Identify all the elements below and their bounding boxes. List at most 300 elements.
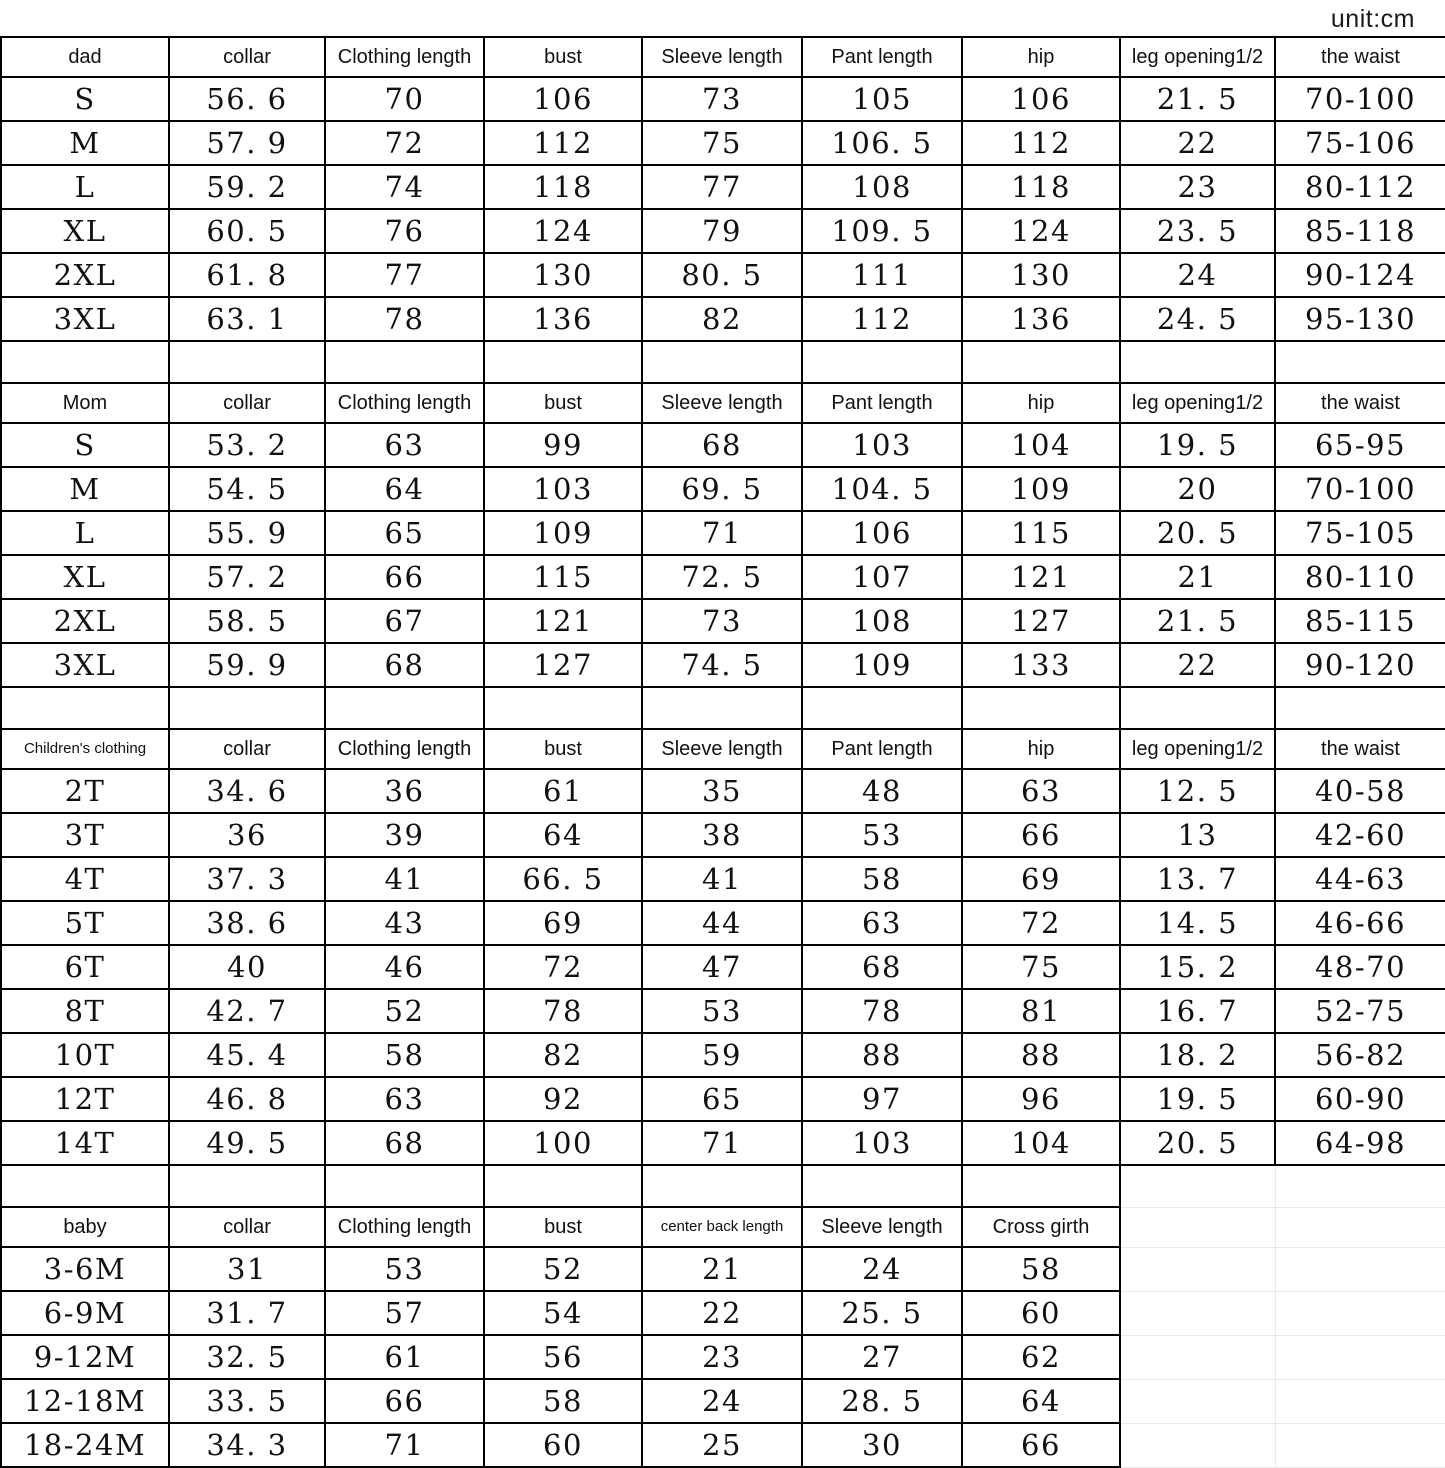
empty-cell — [1275, 1335, 1445, 1379]
size-label: XL — [1, 555, 169, 599]
cell-sleeve-length: 53 — [642, 989, 802, 1033]
cell-clothing-length: 63 — [325, 1077, 484, 1121]
cell-hip: 96 — [962, 1077, 1120, 1121]
cell-bust: 121 — [484, 599, 642, 643]
size-label: 14T — [1, 1121, 169, 1165]
cell-leg-opening: 23. 5 — [1120, 209, 1275, 253]
cell-collar: 61. 8 — [169, 253, 325, 297]
table-row — [1, 77, 1445, 121]
cell-waist: 85-118 — [1275, 209, 1445, 253]
size-label: 2XL — [1, 253, 169, 297]
cell-collar: 56. 6 — [169, 77, 325, 121]
cell-waist: 46-66 — [1275, 901, 1445, 945]
cell-bust: 127 — [484, 643, 642, 687]
table-row — [1, 511, 1445, 555]
cell-collar: 55. 9 — [169, 511, 325, 555]
table-row — [1, 813, 1445, 857]
cell-hip: 88 — [962, 1033, 1120, 1077]
cell-hip: 104 — [962, 423, 1120, 467]
cell-bust: 100 — [484, 1121, 642, 1165]
cell-bust: 136 — [484, 297, 642, 341]
cell-sleeve-length: 74. 5 — [642, 643, 802, 687]
table-row — [1, 1247, 1445, 1291]
table-row — [1, 423, 1445, 467]
cell-leg-opening: 20 — [1120, 467, 1275, 511]
empty-cell — [1120, 1423, 1275, 1467]
size-label: 12-18M — [1, 1379, 169, 1423]
cell-bust: 60 — [484, 1423, 642, 1467]
cell-pant-length: 107 — [802, 555, 962, 599]
cell-hip: 106 — [962, 77, 1120, 121]
spacer-cell — [642, 687, 802, 729]
column-header-leg-opening: leg opening1/2 — [1120, 383, 1275, 423]
cell-bust: 106 — [484, 77, 642, 121]
cell-sleeve-length: 80. 5 — [642, 253, 802, 297]
cell-bust: 69 — [484, 901, 642, 945]
table-row — [1, 1121, 1445, 1165]
cell-hip: 130 — [962, 253, 1120, 297]
column-header-clothing-length: Clothing length — [325, 383, 484, 423]
cell-pant-length: 106 — [802, 511, 962, 555]
cell-clothing-length: 74 — [325, 165, 484, 209]
cell-waist: 70-100 — [1275, 77, 1445, 121]
column-header-hip: hip — [962, 729, 1120, 769]
cell-collar: 46. 8 — [169, 1077, 325, 1121]
column-header-bust: bust — [484, 383, 642, 423]
cell-bust: 103 — [484, 467, 642, 511]
cell-sleeve-length: 72. 5 — [642, 555, 802, 599]
block-title-mom: Mom — [1, 383, 169, 423]
spacer-cell — [962, 687, 1120, 729]
cell-hip: 109 — [962, 467, 1120, 511]
cell-center-back-length: 22 — [642, 1291, 802, 1335]
cell-leg-opening: 21. 5 — [1120, 77, 1275, 121]
cell-collar: 53. 2 — [169, 423, 325, 467]
cell-pant-length: 108 — [802, 599, 962, 643]
cell-collar: 38. 6 — [169, 901, 325, 945]
cell-clothing-length: 66 — [325, 1379, 484, 1423]
cell-collar: 60. 5 — [169, 209, 325, 253]
cell-sleeve-length: 79 — [642, 209, 802, 253]
table-row — [1, 1291, 1445, 1335]
column-header-pant-length: Pant length — [802, 37, 962, 77]
cell-hip: 81 — [962, 989, 1120, 1033]
empty-cell — [1120, 1379, 1275, 1423]
size-label: 6-9M — [1, 1291, 169, 1335]
cell-sleeve-length: 35 — [642, 769, 802, 813]
size-label: L — [1, 165, 169, 209]
cell-waist: 90-120 — [1275, 643, 1445, 687]
size-label: 2T — [1, 769, 169, 813]
cell-waist: 75-106 — [1275, 121, 1445, 165]
cell-leg-opening: 13. 7 — [1120, 857, 1275, 901]
cell-sleeve-length: 82 — [642, 297, 802, 341]
column-header-sleeve-length: Sleeve length — [642, 729, 802, 769]
cell-bust: 64 — [484, 813, 642, 857]
cell-leg-opening: 22 — [1120, 121, 1275, 165]
column-header-collar: collar — [169, 37, 325, 77]
cell-leg-opening: 23 — [1120, 165, 1275, 209]
cell-leg-opening: 22 — [1120, 643, 1275, 687]
cell-clothing-length: 71 — [325, 1423, 484, 1467]
cell-clothing-length: 52 — [325, 989, 484, 1033]
cell-pant-length: 68 — [802, 945, 962, 989]
cell-waist: 70-100 — [1275, 467, 1445, 511]
spacer-cell — [1275, 341, 1445, 383]
column-header-center-back-length: center back length — [642, 1207, 802, 1247]
cell-waist: 56-82 — [1275, 1033, 1445, 1077]
column-header-waist: the waist — [1275, 383, 1445, 423]
cell-collar: 57. 2 — [169, 555, 325, 599]
cell-collar: 59. 9 — [169, 643, 325, 687]
spacer-cell — [962, 341, 1120, 383]
column-header-bust: bust — [484, 729, 642, 769]
cell-bust: 92 — [484, 1077, 642, 1121]
cell-pant-length: 109 — [802, 643, 962, 687]
cell-sleeve-length: 28. 5 — [802, 1379, 962, 1423]
cell-hip: 75 — [962, 945, 1120, 989]
cell-waist: 85-115 — [1275, 599, 1445, 643]
spacer-cell — [802, 687, 962, 729]
cell-leg-opening: 20. 5 — [1120, 1121, 1275, 1165]
cell-leg-opening: 19. 5 — [1120, 1077, 1275, 1121]
cell-clothing-length: 66 — [325, 555, 484, 599]
cell-bust: 56 — [484, 1335, 642, 1379]
empty-cell — [1120, 1335, 1275, 1379]
cell-clothing-length: 61 — [325, 1335, 484, 1379]
spacer-cell — [169, 687, 325, 729]
cell-pant-length: 105 — [802, 77, 962, 121]
column-header-bust: bust — [484, 37, 642, 77]
spacer-cell — [484, 341, 642, 383]
cell-hip: 127 — [962, 599, 1120, 643]
cell-leg-opening: 20. 5 — [1120, 511, 1275, 555]
size-label: 18-24M — [1, 1423, 169, 1467]
cell-waist: 90-124 — [1275, 253, 1445, 297]
size-label: S — [1, 423, 169, 467]
table-row — [1, 1423, 1445, 1467]
cell-clothing-length: 78 — [325, 297, 484, 341]
empty-cell — [1275, 1247, 1445, 1291]
cell-clothing-length: 53 — [325, 1247, 484, 1291]
cell-pant-length: 104. 5 — [802, 467, 962, 511]
column-header-clothing-length: Clothing length — [325, 729, 484, 769]
cell-bust: 58 — [484, 1379, 642, 1423]
cell-pant-length: 108 — [802, 165, 962, 209]
cell-waist: 40-58 — [1275, 769, 1445, 813]
cell-collar: 34. 6 — [169, 769, 325, 813]
column-header-collar: collar — [169, 383, 325, 423]
cell-center-back-length: 25 — [642, 1423, 802, 1467]
cell-sleeve-length: 25. 5 — [802, 1291, 962, 1335]
cell-sleeve-length: 77 — [642, 165, 802, 209]
cell-leg-opening: 18. 2 — [1120, 1033, 1275, 1077]
cell-clothing-length: 57 — [325, 1291, 484, 1335]
cell-collar: 33. 5 — [169, 1379, 325, 1423]
spacer-cell — [642, 341, 802, 383]
size-label: XL — [1, 209, 169, 253]
table-header-row-children — [1, 729, 1445, 769]
cell-bust: 115 — [484, 555, 642, 599]
column-header-hip: hip — [962, 383, 1120, 423]
cell-collar: 31. 7 — [169, 1291, 325, 1335]
cell-pant-length: 88 — [802, 1033, 962, 1077]
cell-pant-length: 53 — [802, 813, 962, 857]
size-label: 3-6M — [1, 1247, 169, 1291]
cell-pant-length: 111 — [802, 253, 962, 297]
size-label: 3T — [1, 813, 169, 857]
block-separator-row — [1, 341, 1445, 383]
cell-pant-length: 48 — [802, 769, 962, 813]
column-header-leg-opening: leg opening1/2 — [1120, 729, 1275, 769]
cell-waist: 48-70 — [1275, 945, 1445, 989]
cell-sleeve-length: 41 — [642, 857, 802, 901]
empty-cell — [1275, 1207, 1445, 1247]
cell-sleeve-length: 69. 5 — [642, 467, 802, 511]
cell-leg-opening: 15. 2 — [1120, 945, 1275, 989]
cell-pant-length: 78 — [802, 989, 962, 1033]
cell-waist: 64-98 — [1275, 1121, 1445, 1165]
cell-waist: 80-112 — [1275, 165, 1445, 209]
column-header-sleeve-length: Sleeve length — [642, 37, 802, 77]
table-header-row-mom — [1, 383, 1445, 423]
cell-sleeve-length: 38 — [642, 813, 802, 857]
cell-sleeve-length: 73 — [642, 77, 802, 121]
cell-bust: 109 — [484, 511, 642, 555]
table-row — [1, 945, 1445, 989]
spacer-cell — [962, 1165, 1120, 1207]
block-separator-row — [1, 687, 1445, 729]
cell-collar: 57. 9 — [169, 121, 325, 165]
spacer-cell — [1120, 687, 1275, 729]
column-header-hip: hip — [962, 37, 1120, 77]
cell-clothing-length: 76 — [325, 209, 484, 253]
cell-hip: 69 — [962, 857, 1120, 901]
cell-sleeve-length: 65 — [642, 1077, 802, 1121]
cell-clothing-length: 68 — [325, 643, 484, 687]
table-header-row-dad — [1, 37, 1445, 77]
cell-clothing-length: 65 — [325, 511, 484, 555]
cell-center-back-length: 21 — [642, 1247, 802, 1291]
cell-sleeve-length: 59 — [642, 1033, 802, 1077]
cell-sleeve-length: 71 — [642, 1121, 802, 1165]
column-header-pant-length: Pant length — [802, 383, 962, 423]
table-row — [1, 1335, 1445, 1379]
cell-hip: 66 — [962, 813, 1120, 857]
spacer-cell — [325, 687, 484, 729]
size-label: L — [1, 511, 169, 555]
table-row — [1, 989, 1445, 1033]
cell-cross-girth: 62 — [962, 1335, 1120, 1379]
cell-sleeve-length: 75 — [642, 121, 802, 165]
block-title-baby: baby — [1, 1207, 169, 1247]
spacer-cell — [484, 687, 642, 729]
cell-leg-opening: 13 — [1120, 813, 1275, 857]
spacer-cell — [642, 1165, 802, 1207]
cell-hip: 121 — [962, 555, 1120, 599]
block-separator-row — [1, 1165, 1445, 1207]
cell-pant-length: 109. 5 — [802, 209, 962, 253]
cell-collar: 49. 5 — [169, 1121, 325, 1165]
column-header-collar: collar — [169, 729, 325, 769]
cell-clothing-length: 43 — [325, 901, 484, 945]
size-label: 9-12M — [1, 1335, 169, 1379]
cell-bust: 130 — [484, 253, 642, 297]
column-header-clothing-length: Clothing length — [325, 37, 484, 77]
column-header-waist: the waist — [1275, 729, 1445, 769]
cell-bust: 52 — [484, 1247, 642, 1291]
spacer-cell — [325, 341, 484, 383]
cell-hip: 133 — [962, 643, 1120, 687]
spacer-cell — [802, 341, 962, 383]
cell-pant-length: 103 — [802, 1121, 962, 1165]
cell-clothing-length: 70 — [325, 77, 484, 121]
empty-cell — [1275, 1423, 1445, 1467]
cell-bust: 112 — [484, 121, 642, 165]
cell-collar: 32. 5 — [169, 1335, 325, 1379]
cell-clothing-length: 68 — [325, 1121, 484, 1165]
cell-hip: 72 — [962, 901, 1120, 945]
table-row — [1, 901, 1445, 945]
spacer-cell — [169, 1165, 325, 1207]
spacer-cell — [1275, 687, 1445, 729]
cell-collar: 59. 2 — [169, 165, 325, 209]
cell-pant-length: 112 — [802, 297, 962, 341]
cell-pant-length: 63 — [802, 901, 962, 945]
size-label: 3XL — [1, 643, 169, 687]
block-title-children: Children's clothing — [1, 729, 169, 769]
cell-collar: 45. 4 — [169, 1033, 325, 1077]
table-row — [1, 209, 1445, 253]
spacer-cell — [1120, 341, 1275, 383]
cell-leg-opening: 21 — [1120, 555, 1275, 599]
cell-pant-length: 103 — [802, 423, 962, 467]
cell-pant-length: 58 — [802, 857, 962, 901]
cell-sleeve-length: 47 — [642, 945, 802, 989]
spacer-cell — [802, 1165, 962, 1207]
cell-leg-opening: 24. 5 — [1120, 297, 1275, 341]
cell-collar: 36 — [169, 813, 325, 857]
cell-bust: 78 — [484, 989, 642, 1033]
cell-hip: 118 — [962, 165, 1120, 209]
cell-waist: 52-75 — [1275, 989, 1445, 1033]
size-chart-table — [0, 36, 1445, 1468]
cell-cross-girth: 60 — [962, 1291, 1120, 1335]
cell-collar: 31 — [169, 1247, 325, 1291]
cell-waist: 44-63 — [1275, 857, 1445, 901]
size-label: 6T — [1, 945, 169, 989]
size-label: 8T — [1, 989, 169, 1033]
cell-cross-girth: 66 — [962, 1423, 1120, 1467]
cell-collar: 58. 5 — [169, 599, 325, 643]
empty-cell — [1275, 1165, 1445, 1207]
cell-clothing-length: 77 — [325, 253, 484, 297]
spacer-cell — [484, 1165, 642, 1207]
table-row — [1, 297, 1445, 341]
empty-cell — [1120, 1165, 1275, 1207]
cell-clothing-length: 46 — [325, 945, 484, 989]
cell-hip: 112 — [962, 121, 1120, 165]
cell-sleeve-length: 44 — [642, 901, 802, 945]
cell-leg-opening: 12. 5 — [1120, 769, 1275, 813]
cell-sleeve-length: 68 — [642, 423, 802, 467]
size-label: 2XL — [1, 599, 169, 643]
size-label: 3XL — [1, 297, 169, 341]
cell-collar: 34. 3 — [169, 1423, 325, 1467]
cell-collar: 42. 7 — [169, 989, 325, 1033]
cell-pant-length: 106. 5 — [802, 121, 962, 165]
empty-cell — [1275, 1291, 1445, 1335]
cell-pant-length: 97 — [802, 1077, 962, 1121]
column-header-pant-length: Pant length — [802, 729, 962, 769]
cell-waist: 60-90 — [1275, 1077, 1445, 1121]
cell-cross-girth: 64 — [962, 1379, 1120, 1423]
cell-waist: 80-110 — [1275, 555, 1445, 599]
cell-hip: 124 — [962, 209, 1120, 253]
cell-sleeve-length: 27 — [802, 1335, 962, 1379]
table-row — [1, 253, 1445, 297]
spacer-cell — [1, 341, 169, 383]
table-row — [1, 857, 1445, 901]
cell-collar: 54. 5 — [169, 467, 325, 511]
cell-collar: 40 — [169, 945, 325, 989]
cell-clothing-length: 67 — [325, 599, 484, 643]
cell-sleeve-length: 71 — [642, 511, 802, 555]
table-row — [1, 599, 1445, 643]
cell-hip: 63 — [962, 769, 1120, 813]
cell-clothing-length: 41 — [325, 857, 484, 901]
cell-leg-opening: 21. 5 — [1120, 599, 1275, 643]
cell-clothing-length: 58 — [325, 1033, 484, 1077]
cell-leg-opening: 19. 5 — [1120, 423, 1275, 467]
size-label: 10T — [1, 1033, 169, 1077]
empty-cell — [1120, 1207, 1275, 1247]
cell-clothing-length: 39 — [325, 813, 484, 857]
column-header-sleeve-length: Sleeve length — [802, 1207, 962, 1247]
table-row — [1, 1077, 1445, 1121]
cell-waist: 75-105 — [1275, 511, 1445, 555]
table-row — [1, 1379, 1445, 1423]
cell-collar: 63. 1 — [169, 297, 325, 341]
column-header-cross-girth: Cross girth — [962, 1207, 1120, 1247]
cell-waist: 65-95 — [1275, 423, 1445, 467]
cell-clothing-length: 72 — [325, 121, 484, 165]
cell-bust: 66. 5 — [484, 857, 642, 901]
table-row — [1, 121, 1445, 165]
column-header-clothing-length: Clothing length — [325, 1207, 484, 1247]
spacer-cell — [1, 1165, 169, 1207]
table-row — [1, 165, 1445, 209]
column-header-bust: bust — [484, 1207, 642, 1247]
cell-bust: 61 — [484, 769, 642, 813]
cell-bust: 82 — [484, 1033, 642, 1077]
table-row — [1, 769, 1445, 813]
table-header-row-baby — [1, 1207, 1445, 1247]
cell-hip: 104 — [962, 1121, 1120, 1165]
cell-leg-opening: 16. 7 — [1120, 989, 1275, 1033]
table-row — [1, 1033, 1445, 1077]
column-header-leg-opening: leg opening1/2 — [1120, 37, 1275, 77]
block-title-dad: dad — [1, 37, 169, 77]
spacer-cell — [1, 687, 169, 729]
cell-waist: 95-130 — [1275, 297, 1445, 341]
cell-clothing-length: 36 — [325, 769, 484, 813]
unit-label: unit:cm — [1330, 5, 1415, 33]
column-header-sleeve-length: Sleeve length — [642, 383, 802, 423]
cell-clothing-length: 64 — [325, 467, 484, 511]
size-label: 4T — [1, 857, 169, 901]
cell-bust: 54 — [484, 1291, 642, 1335]
